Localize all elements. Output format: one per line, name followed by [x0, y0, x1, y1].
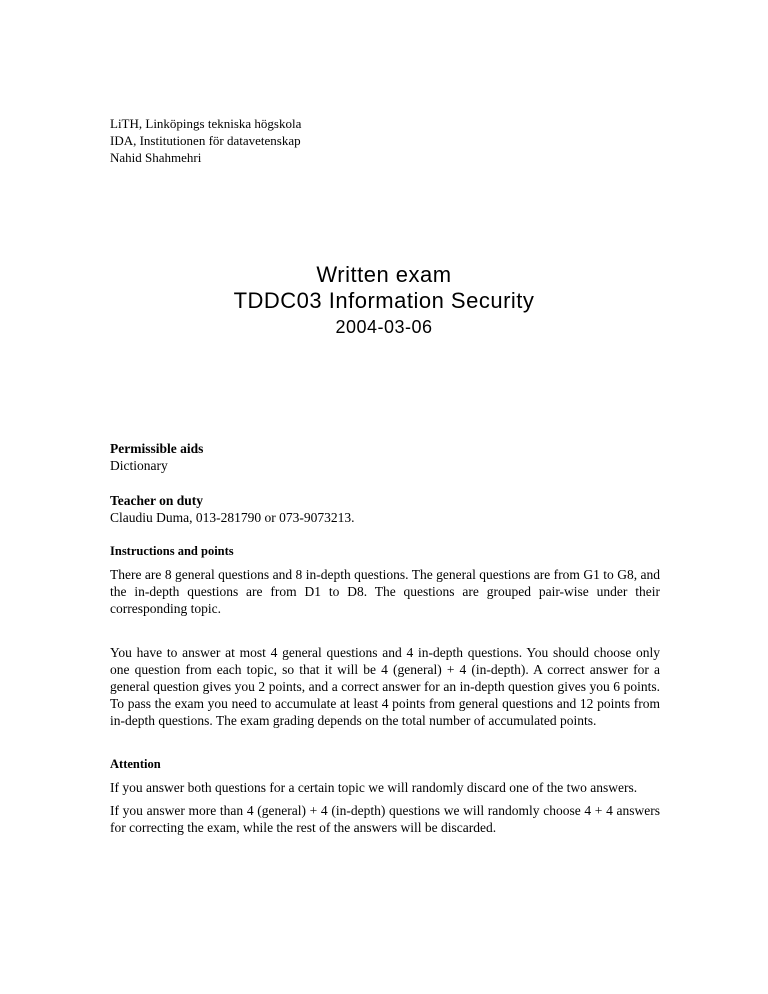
- exam-title-block: [0, 262, 768, 339]
- instructions-paragraph-2: You have to answer at most 4 general questions and 4 in-depth questions. You should choose only one question from each topic, so that it will be 4 (general) + 4 (in-depth). A correct answer for a general question gives you 2 points, and a correct answer for an in-depth question gives you 6 points. To pass the exam you need to accumulate at least 4 points from general questions and 12 points from in-depth questions. The exam grading depends on the total number of accumulated points.: [110, 645, 660, 728]
- instructions-paragraph-1: There are 8 general questions and 8 in-depth questions. The general questions are from G1 to G8, and the in-depth questions are from D1 to D8. The questions are grouped pair-wise under their corresponding topic.: [110, 567, 660, 616]
- course-title: TDDC03 Information Security: [233, 288, 535, 313]
- exam-date: 2004-03-06: [335, 317, 433, 337]
- attention-paragraph-1: If you answer both questions for a certain topic we will randomly discard one of the two answers.: [110, 780, 638, 795]
- aids-section: [110, 440, 660, 474]
- institution-header: [110, 115, 301, 166]
- author-name: Nahid Shahmehri: [110, 150, 202, 165]
- instructions-heading: Instructions and points: [110, 544, 234, 558]
- attention-paragraph-2: If you answer more than 4 (general) + 4 (in-depth) questions we will randomly choose 4 + 4 answers for correcting the exam, while the rest of the answers will be discarded.: [110, 803, 660, 835]
- attention-section: [110, 756, 660, 836]
- teacher-section: [110, 492, 660, 526]
- aids-heading: Permissible aids: [110, 441, 204, 456]
- aids-text: Dictionary: [110, 458, 168, 473]
- exam-title: Written exam: [316, 262, 452, 287]
- instructions-section: [110, 543, 660, 729]
- exam-content: [110, 440, 660, 836]
- teacher-heading: Teacher on duty: [110, 493, 204, 508]
- attention-heading: Attention: [110, 757, 161, 771]
- department-name: IDA, Institutionen för datavetenskap: [110, 133, 301, 148]
- teacher-text: Claudiu Duma, 013-281790 or 073-9073213.: [110, 510, 355, 525]
- university-name: LiTH, Linköpings tekniska högskola: [110, 116, 302, 131]
